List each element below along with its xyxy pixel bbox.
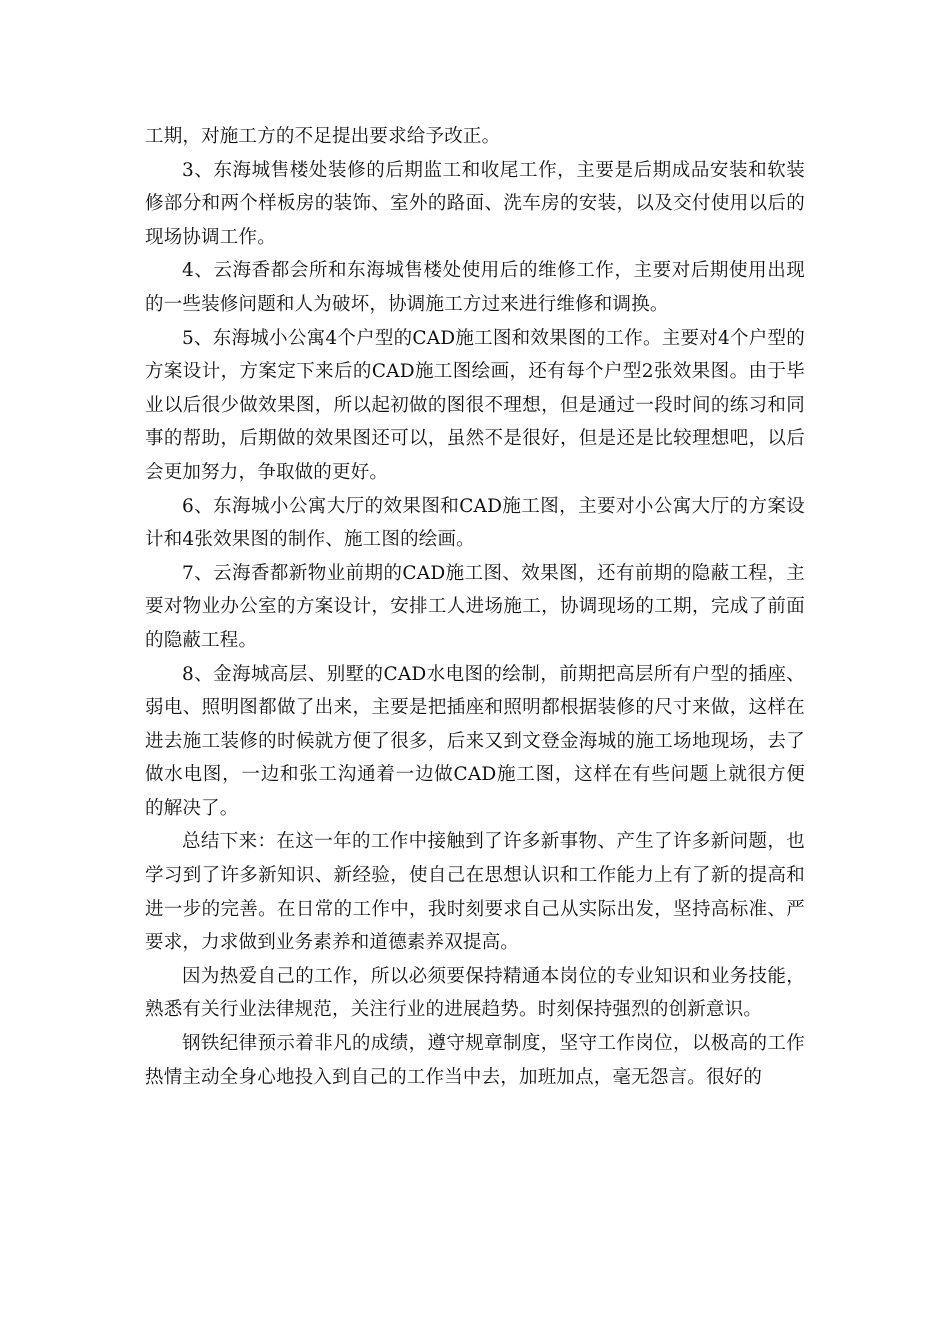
- paragraph-item-5: 5、东海城小公寓4个户型的CAD施工图和效果图的工作。主要对4个户型的方案设计，方案定下来后的CAD施工图绘画，还有每个户型2张效果图。由于毕业以后很少做效果图，所以起初做的图很不理想，但是通过一段时间的练习和同事的帮助，后期做的效果图还可以，虽然不是很好，但是还是比较理想吧，以后会更加努力，争取做的更好。: [145, 327, 805, 483]
- paragraph-item-3: 3、东海城售楼处装修的后期监工和收尾工作，主要是后期成品安装和软装修部分和两个样板房的装饰、室外的路面、洗车房的安装，以及交付使用以后的现场协调工作。: [145, 159, 805, 248]
- paragraph-discipline: 钢铁纪律预示着非凡的成绩，遵守规章制度，坚守工作岗位，以极高的工作热情主动全身心地投入到自己的工作当中去，加班加点，毫无怨言。很好的: [145, 1033, 805, 1088]
- document-body: [145, 120, 805, 1094]
- paragraph-item-6: 6、东海城小公寓大厅的效果图和CAD施工图，主要对小公寓大厅的方案设计和4张效果图的制作、施工图的绘画。: [145, 495, 805, 551]
- paragraph-passion: 因为热爱自己的工作，所以必须要保持精通本岗位的专业知识和业务技能，熟悉有关行业法律规范，关注行业的进展趋势。时刻保持强烈的创新意识。: [145, 965, 805, 1021]
- paragraph-item-7: 7、云海香都新物业前期的CAD施工图、效果图，还有前期的隐蔽工程，主要对物业办公室的方案设计，安排工人进场施工，协调现场的工期，完成了前面的隐蔽工程。: [145, 562, 805, 651]
- paragraph-continuation: 工期，对施工方的不足提出要求给予改正。: [145, 126, 501, 147]
- paragraph-summary: 总结下来：在这一年的工作中接触到了许多新事物、产生了许多新问题，也学习到了许多新知识、新经验，使自己在思想认识和工作能力上有了新的提高和进一步的完善。在日常的工作中，我时刻要求自己从实际出发，坚持高标准、严要求，力求做到业务素养和道德素养双提高。: [145, 831, 805, 954]
- paragraph-item-8: 8、金海城高层、别墅的CAD水电图的绘制，前期把高层所有户型的插座、弱电、照明图都做了出来，主要是把插座和照明都根据装修的尺寸来做，这样在进去施工装修的时候就方便了很多，后来又到文登金海城的施工场地现场，去了做水电图，一边和张工沟通着一边做CAD施工图，这样在有些问题上就很方便的解决了。: [145, 663, 805, 819]
- paragraph-item-4: 4、云海香都会所和东海城售楼处使用后的维修工作，主要对后期使用出现的一些装修问题和人为破坏，协调施工方过来进行维修和调换。: [145, 260, 805, 315]
